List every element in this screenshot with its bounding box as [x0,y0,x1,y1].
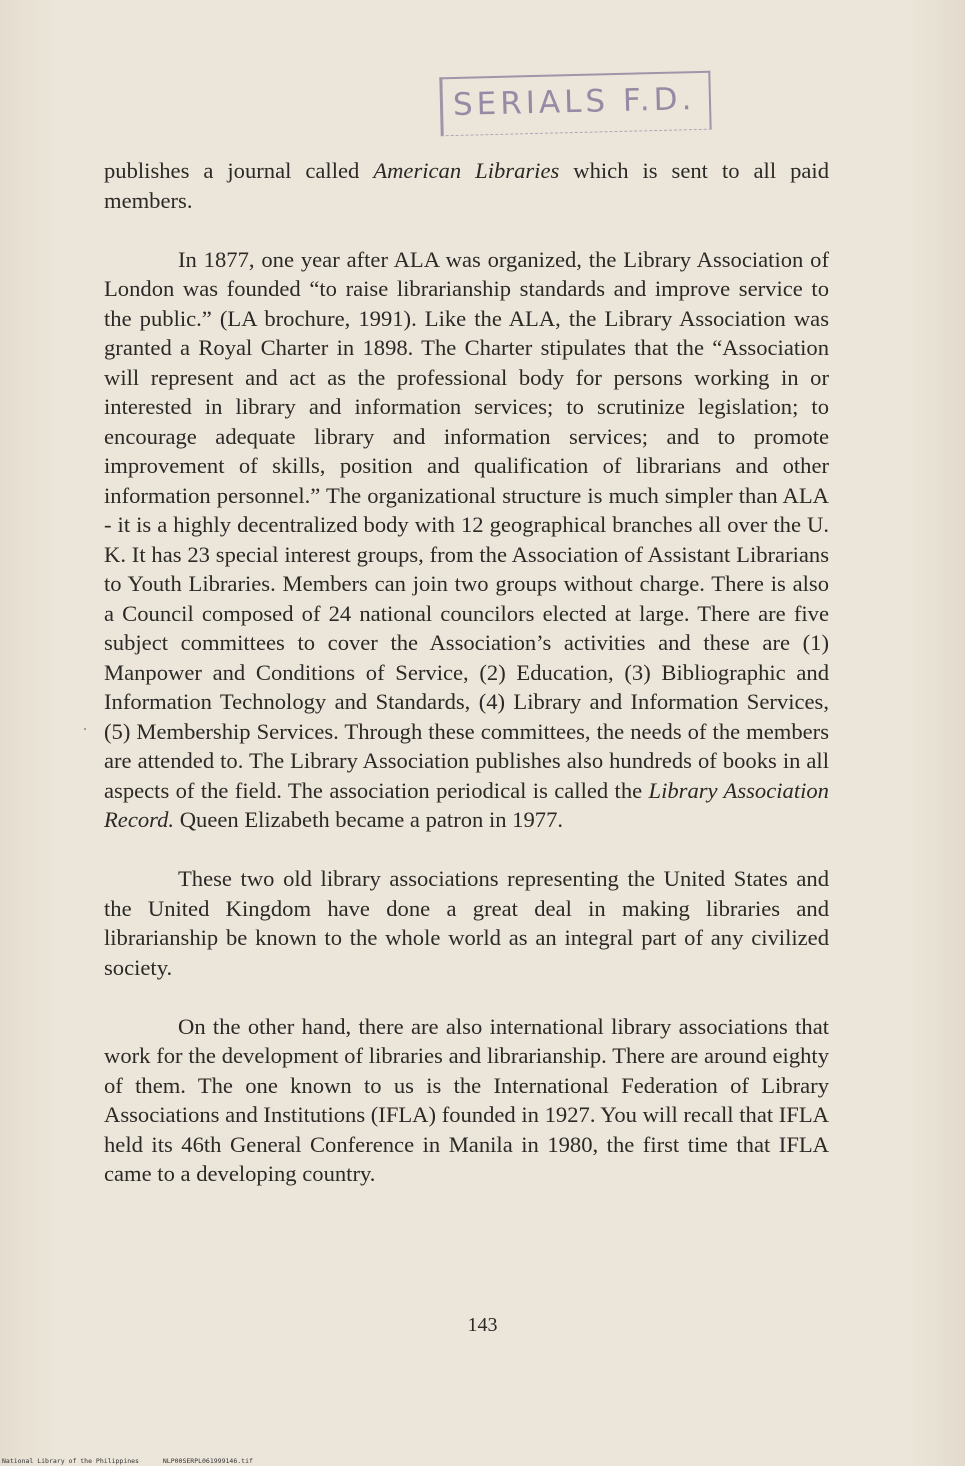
serials-stamp [439,71,711,137]
paragraph-3: These two old library associations representing the United States and the United Kingdom have done a great deal in making libraries and librarianship be known to the whole world as an integral part of any civilized society. [104,866,829,980]
paragraph-2-end: Queen Elizabeth became a patron in 1977. [174,807,564,832]
paragraph-1-end: which is sent to all paid members. [104,158,829,213]
periodical-title: Library Association Record. [104,777,829,832]
journal-title: American Libraries [373,158,560,183]
paragraph-2-start: In 1877, one year after ALA was organized, the Library Association of London was founded “to raise librarianship standards and improve service to the public.” (LA brochure, 1991). Like the ALA, the Library Association was granted a Royal Charter in 1898. The Charter stipulates that the “Association will represent and act as the professional body for persons working in or interested in library and information services; to scrutinize legislation; to encourage adequate library and information services; and to promote improvement of skills, position and qualification of librarians and other information personnel.” The organizational structure is much simpler than ALA - it is a highly decentralized body with 12 geographical branches all over the U. K. It has 23 special interest groups, from the Association of Assistant Librarians to Youth Libraries. Members can join two groups without charge. There is also a Council composed of 24 national councilors elected at large. There are five subject committees to cover the Association’s activities and these are (1) Manpower and Conditions of Service, (2) Education, (3) Bibliographic and Information Technology and Standards, (4) Library and Information Services, (5) Membership Services. Through these committees, the needs of the members are attended to. The Library Association publishes also hundreds of books in all aspects of the field. The association periodical is called the [104,246,829,803]
scan-footer [2,1457,253,1465]
paragraph-4: On the other hand, there are also international library associations that work for the development of libraries and librarianship. There are around eighty of them. The one known to us is the International Federation of Library Associations and Institutions (IFLA) founded in 1927. You will recall that IFLA held its 46th General Conference in Manila in 1980, the first time that IFLA came to a developing country. [104,1013,829,1186]
body-text [104,156,829,1218]
footer-filename: NLP00SERPL061999146.tif [162,1457,253,1465]
stamp-text: SERIALS F.D. [452,81,696,123]
paragraph-1-start: publishes a journal called [104,158,374,183]
margin-mark [84,728,86,730]
paragraph-1 [104,156,829,215]
page-number: 143 [467,1314,498,1336]
paragraph-2 [104,245,829,835]
footer-library: National Library of the Philippines [2,1457,139,1465]
